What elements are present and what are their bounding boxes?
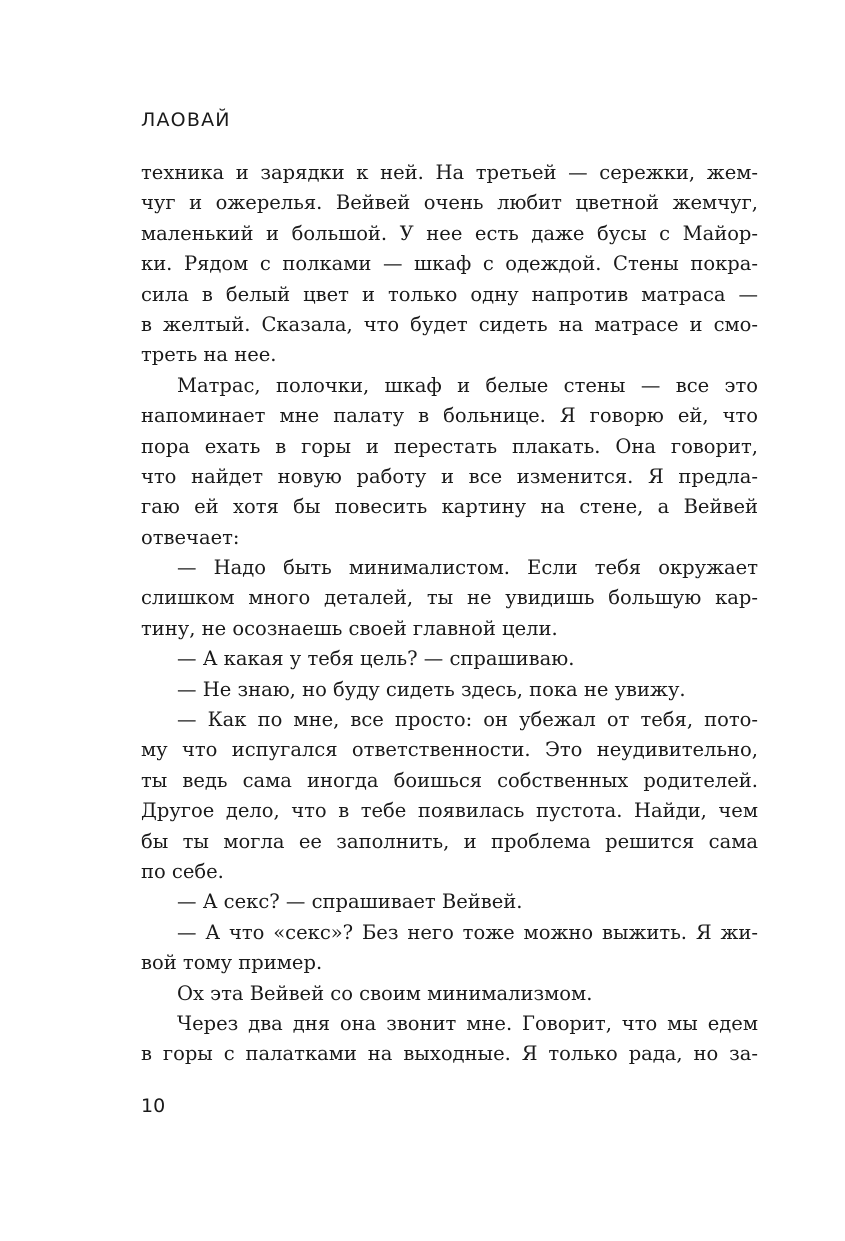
text-line: напоминает мне палату в больнице. Я говорю ей, что <box>141 404 758 428</box>
text-line: му что испугался ответственности. Это неудивительно, <box>141 738 758 762</box>
text-line: тину, не осознаешь своей главной цели. <box>141 616 558 640</box>
text-line: техника и зарядки к ней. На третьей — сережки, жем- <box>141 161 758 184</box>
text-line: Матрас, полочки, шкаф и белые стены — все это <box>177 373 758 397</box>
text-line: ки. Рядом с полками — шкаф с одеждой. Стены покра- <box>141 252 758 276</box>
page-number: 10 <box>141 1095 166 1117</box>
text-line: пора ехать в горы и перестать плакать. Она говорит, <box>141 434 758 458</box>
text-line: гаю ей хотя бы повесить картину на стене, а Вейвей <box>141 495 758 519</box>
text-line: слишком много деталей, ты не увидишь большую кар- <box>141 586 758 610</box>
text-line: — А что «секс»? Без него тоже можно выжить. Я жи- <box>177 920 758 944</box>
text-line: отвечает: <box>141 525 240 549</box>
text-line: Ох эта Вейвей со своим минимализмом. <box>177 981 593 1005</box>
text-line: сила в белый цвет и только одну напротив матраса — <box>141 282 758 306</box>
text-line: — Не знаю, но буду сидеть здесь, пока не увижу. <box>177 677 686 701</box>
text-line: — А какая у тебя цель? — спрашиваю. <box>177 647 575 671</box>
text-line: бы ты могла ее заполнить, и проблема решится сама <box>141 829 758 853</box>
text-line: в желтый. Сказала, что будет сидеть на матрасе и смо- <box>141 312 758 336</box>
text-line: — Как по мне, все просто: он убежал от тебя, пото- <box>177 708 758 732</box>
text-line: треть на нее. <box>141 343 277 367</box>
body-text <box>141 158 758 1070</box>
running-head: ЛАОВАЙ <box>141 109 231 131</box>
text-line: чуг и ожерелья. Вейвей очень любит цветной жемчуг, <box>141 191 758 215</box>
text-line: в горы с палатками на выходные. Я только рада, но за- <box>141 1042 758 1066</box>
text-line: по себе. <box>141 859 224 883</box>
text-line: — А секс? — спрашивает Вейвей. <box>177 890 523 914</box>
text-line: маленький и большой. У нее есть даже бусы с Майор- <box>141 221 758 245</box>
text-line: Другое дело, что в тебе появилась пустота. Найди, чем <box>141 799 758 823</box>
text-line: ты ведь сама иногда боишься собственных родителей. <box>141 768 758 792</box>
text-line: Через два дня она звонит мне. Говорит, что мы едем <box>177 1011 758 1035</box>
text-line: — Надо быть минималистом. Если тебя окружает <box>177 556 758 580</box>
text-line: вой тому пример. <box>141 951 323 975</box>
text-line: что найдет новую работу и все изменится. Я предла- <box>141 464 758 488</box>
